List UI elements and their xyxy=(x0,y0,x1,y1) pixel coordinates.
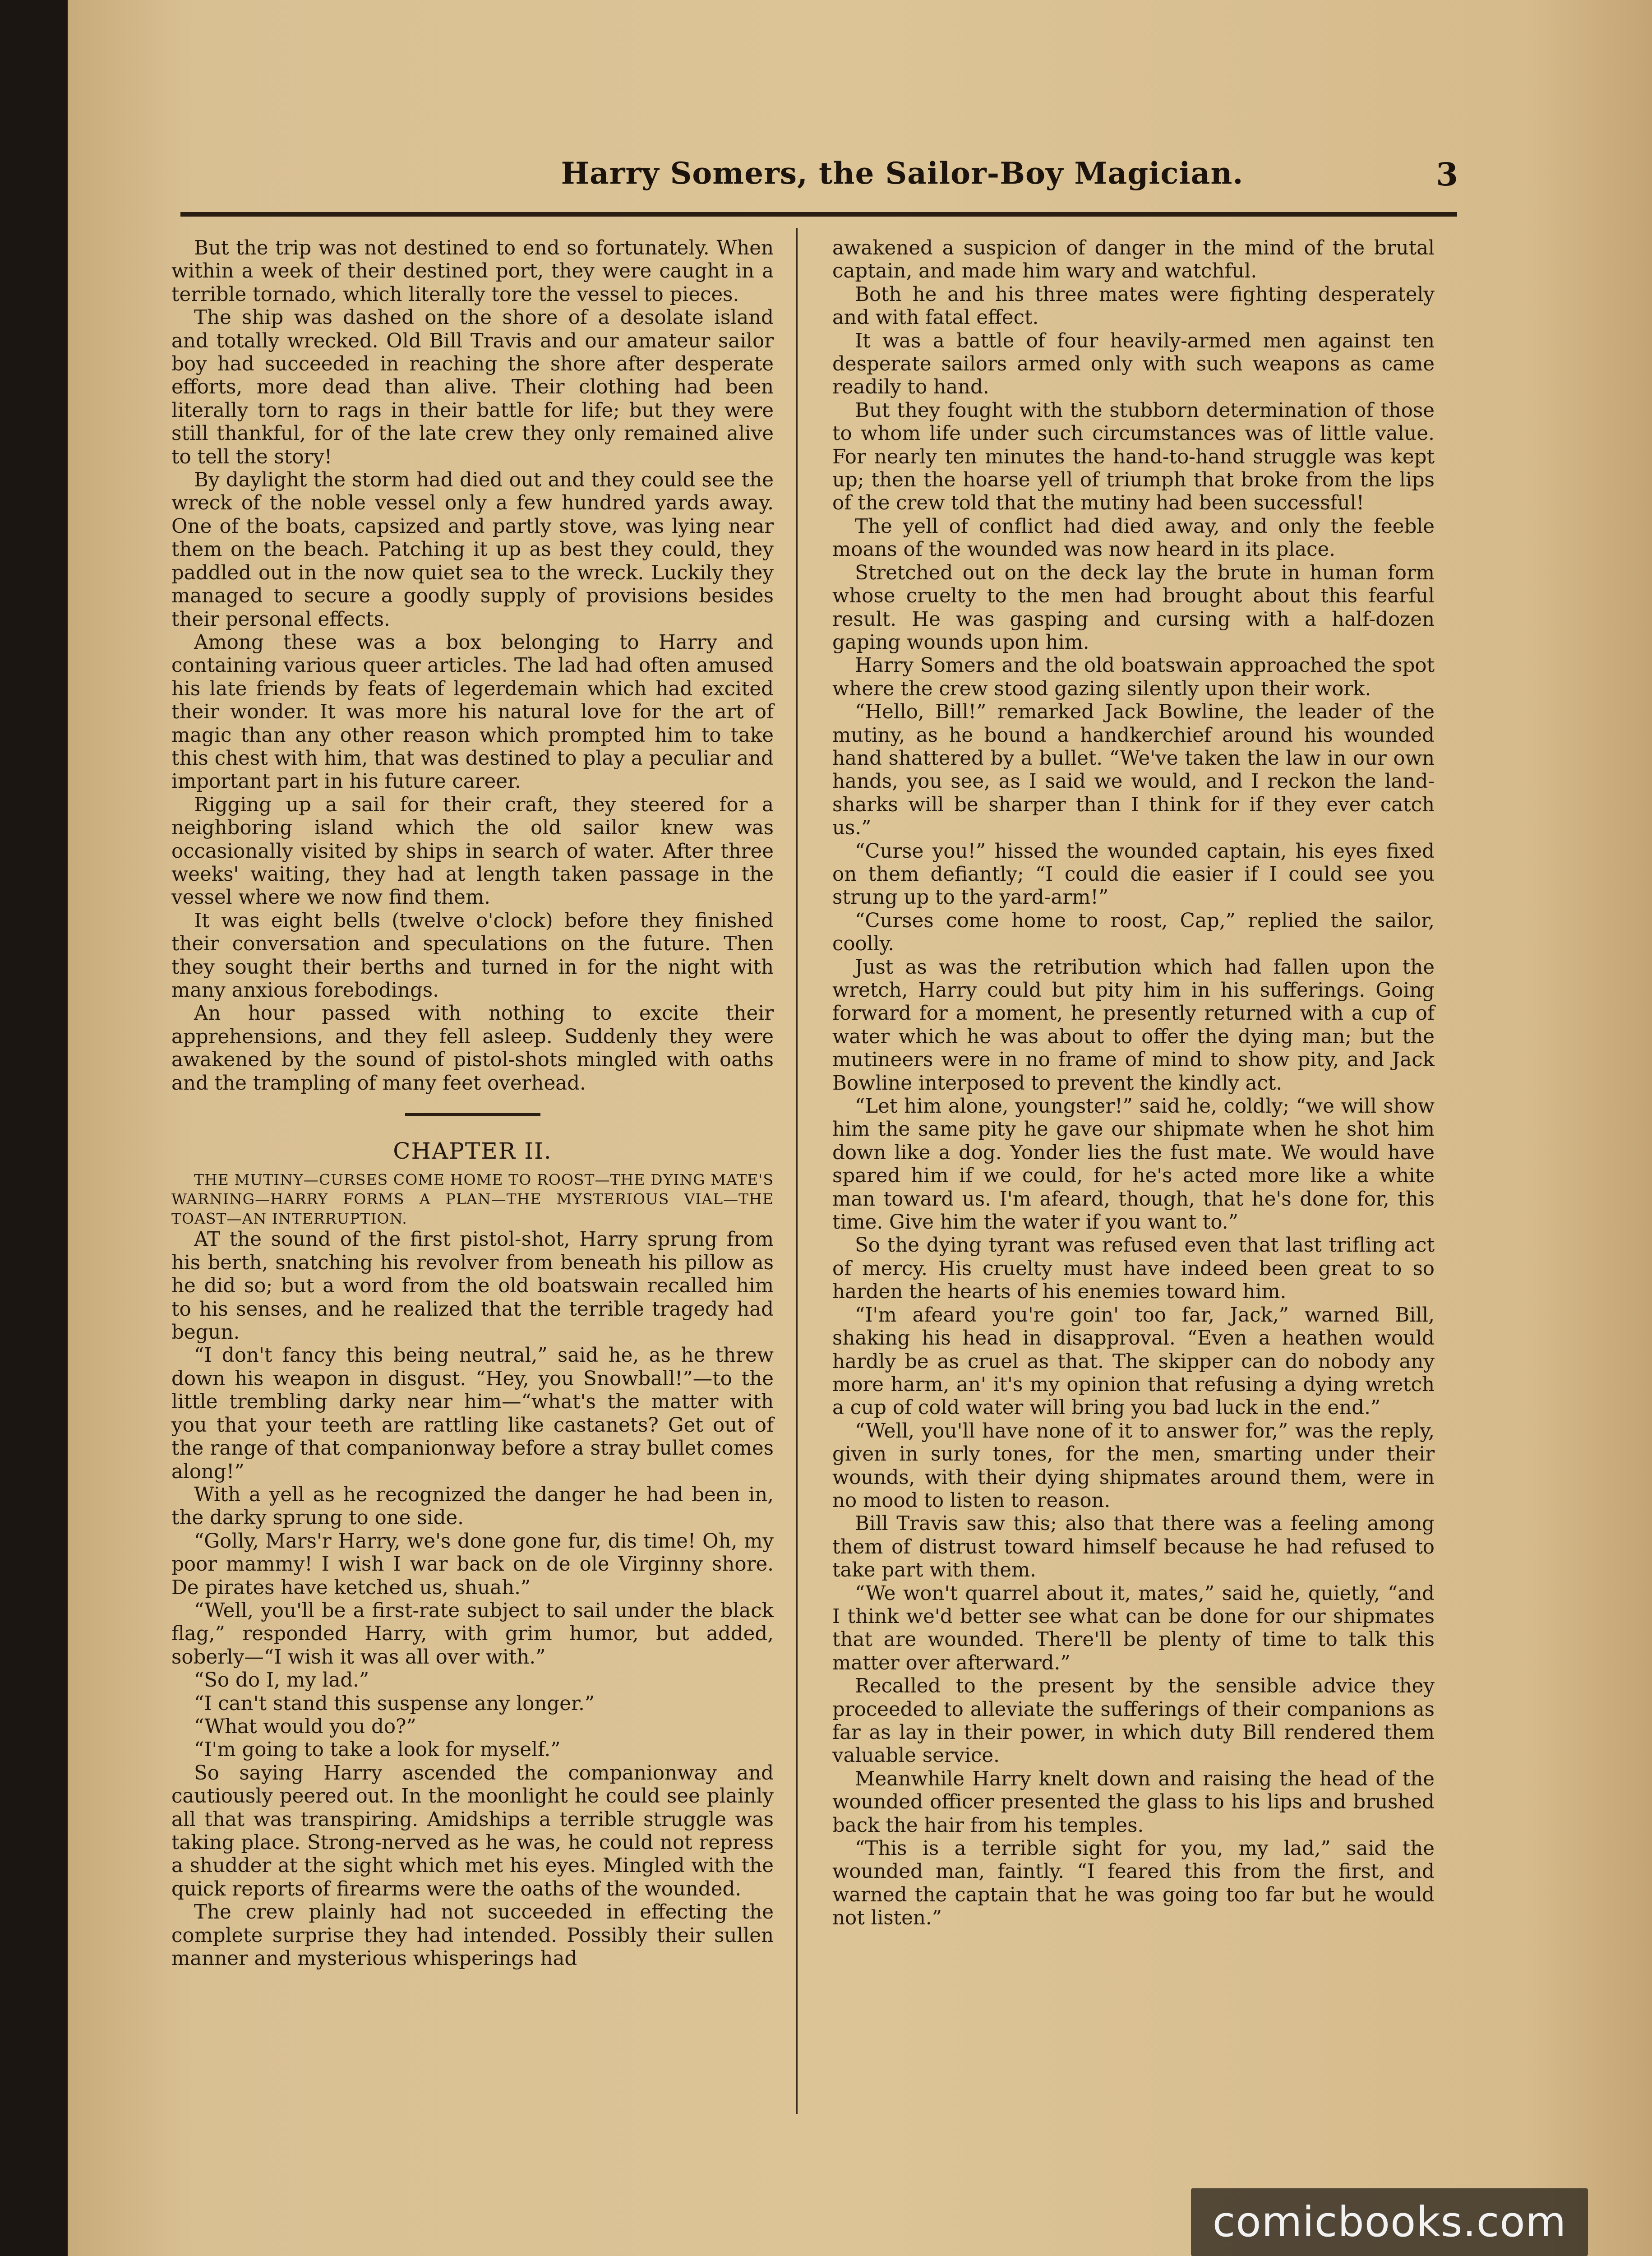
paragraph: Harry Somers and the old boatswain approached the spot where the crew stood gazing silently upon their work. xyxy=(832,654,1435,700)
paragraph: “I'm going to take a look for myself.” xyxy=(194,1738,561,1761)
paragraph: “Curses come home to roost, Cap,” replied the sailor, coolly. xyxy=(832,909,1435,956)
paragraph: awakened a suspicion of danger in the mind of the brutal captain, and made him wary and watchful. xyxy=(832,237,1435,283)
section-rule xyxy=(405,1113,540,1116)
running-title: Harry Somers, the Sailor-Boy Magician. xyxy=(561,156,1244,191)
paragraph: “This is a terrible sight for you, my lad,” said the wounded man, faintly. “I feared this from the first, and warned the captain that he was going too far but he would not listen.” xyxy=(832,1837,1435,1930)
paragraph: “We won't quarrel about it, mates,” said he, quietly, “and I think we'd better see what can be done for our shipmates that are wounded. There'll be plenty of time to talk this matter over afterward.” xyxy=(832,1582,1435,1674)
paragraph: But they fought with the stubborn determination of those to whom life under such circumstances was of little value. For nearly ten minutes the hand-to-hand struggle was kept up; then the hoarse yell of triumph that broke from the lips of the crew told that the mutiny had been successful! xyxy=(832,399,1435,515)
chapter-synopsis: THE MUTINY—CURSES COME HOME TO ROOST—THE DYING MATE'S WARNING—HARRY FORMS A PLAN—THE MYSTERIOUS VIAL—THE TOAST—AN INTERRUPTION. xyxy=(171,1171,774,1228)
paragraph: “Golly, Mars'r Harry, we's done gone fur, dis time! Oh, my poor mammy! I wish I war back on de ole Virginny shore. De pirates have ketched us, shuah.” xyxy=(171,1530,774,1599)
paragraph: So saying Harry ascended the companionway and cautiously peered out. In the moonlight he could see plainly all that was transpiring. Amidships a terrible struggle was taking place. Strong-nerved as he was, he could not repress a shudder at the sight which met his eyes. Mingled with the quick reports of firearms were the oaths of the wounded. xyxy=(171,1761,774,1900)
paragraph: “I'm afeard you're goin' too far, Jack,” warned Bill, shaking his head in disapproval. “Even a heathen would hardly be as cruel as that. The skipper can do nobody any more harm, an' it's my opinion that refusing a dying wretch a cup of cold water will bring you bad luck in the end.” xyxy=(832,1304,1435,1419)
paragraph: “Well, you'll have none of it to answer for,” was the reply, given in surly tones, for the men, smarting under their wounds, with their dying shipmates around them, were in no mood to listen to reason. xyxy=(832,1419,1435,1512)
paragraph: Among these was a box belonging to Harry and containing various queer articles. The lad had often amused his late friends by feats of legerdemain which had excited their wonder. It was more his natural love for the art of magic than any other reason which prompted him to take this chest with him, that was destined to play a peculiar and important part in his future career. xyxy=(171,631,774,793)
paragraph: Stretched out on the deck lay the brute in human form whose cruelty to the men had brought about this fearful result. He was gasping and cursing with a half-dozen gaping wounds upon him. xyxy=(832,561,1435,654)
paragraph: Bill Travis saw this; also that there was a feeling among them of distrust toward himself because he had refused to take part with them. xyxy=(832,1512,1435,1582)
paragraph: Both he and his three mates were fighting desperately and with fatal effect. xyxy=(832,283,1435,329)
paragraph: The crew plainly had not succeeded in effecting the complete surprise they had intended. Possibly their sullen manner and mysterious whisperings had xyxy=(171,1901,774,1970)
paragraph: AT the sound of the first pistol-shot, Harry sprung from his berth, snatching his revolver from beneath his pillow as he did so; but a word from the old boatswain recalled him to his senses, and he realized that the terrible tragedy had begun. xyxy=(171,1228,774,1344)
paragraph: “I can't stand this suspense any longer.” xyxy=(194,1692,595,1715)
paragraph: “Hello, Bill!” remarked Jack Bowline, the leader of the mutiny, as he bound a handkerchief around his wounded hand shattered by a bullet. “We've taken the law in our own hands, you see, as I said we would, and I reckon the land-sharks will be sharper than I think for if they ever catch us.” xyxy=(832,701,1435,840)
paragraph: So the dying tyrant was refused even that last trifling act of mercy. His cruelty must have indeed been great to so harden the hearts of his enemies toward him. xyxy=(832,1234,1435,1304)
paragraph: Meanwhile Harry knelt down and raising the head of the wounded officer presented the glass to his lips and brushed back the hair from his temples. xyxy=(832,1767,1435,1837)
page-number: 3 xyxy=(1436,156,1458,193)
paragraph: “I don't fancy this being neutral,” said he, as he threw down his weapon in disgust. “Hey, you Snowball!”—to the little trembling darky near him—“what's the matter with you that your teeth are rattling like castanets? Get out of the range of that companionway before a stray bullet comes along!” xyxy=(171,1344,774,1483)
paragraph: “Let him alone, youngster!” said he, coldly; “we will show him the same pity he gave our shipmate when he shot him down like a dog. Yonder lies the fust mate. We would have spared him if we could, for he's acted more like a white man toward us. I'm afeard, though, that he's done for, this time. Give him the water if you want to.” xyxy=(832,1095,1435,1234)
paragraph: By daylight the storm had died out and they could see the wreck of the noble vessel only a few hundred yards away. One of the boats, capsized and partly stove, was lying near them on the beach. Patching it up as best they could, they paddled out in the now quiet sea to the wreck. Luckily they managed to secure a goodly supply of provisions besides their personal effects. xyxy=(171,469,774,631)
paragraph: Just as was the retribution which had fallen upon the wretch, Harry could but pity him in his sufferings. Going forward for a moment, he presently returned with a cup of water which he was about to offer the dying man; but the mutineers were in no frame of mind to show pity, and Jack Bowline interposed to prevent the kindly act. xyxy=(832,956,1435,1095)
paragraph: “So do I, my lad.” xyxy=(194,1669,369,1692)
paragraph: “What would you do?” xyxy=(194,1715,416,1738)
right-column xyxy=(832,237,1435,1930)
paragraph: “Curse you!” hissed the wounded captain, his eyes fixed on them defiantly; “I could die easier if I could see you strung up to the yard-arm!” xyxy=(832,840,1435,909)
paragraph: “Well, you'll be a first-rate subject to sail under the black flag,” responded Harry, with grim humor, but added, soberly—“I wish it was all over with.” xyxy=(171,1599,774,1669)
header-rule xyxy=(180,212,1457,217)
page-header xyxy=(68,156,1652,196)
paragraph: With a yell as he recognized the danger he had been in, the darky sprung to one side. xyxy=(171,1483,774,1530)
paragraph: The ship was dashed on the shore of a desolate island and totally wrecked. Old Bill Travis and our amateur sailor boy had succeeded in reaching the shore after desperate efforts, more dead than alive. Their clothing had been literally torn to rags in their battle for life; but they were still thankful, for of the late crew they only remained alive to tell the story! xyxy=(171,306,774,468)
paragraph: Recalled to the present by the sensible advice they proceeded to alleviate the sufferings of their companions as far as lay in their power, in which duty Bill rendered them valuable service. xyxy=(832,1675,1435,1767)
paragraph: An hour passed with nothing to excite their apprehensions, and they fell asleep. Suddenly they were awakened by the sound of pistol-shots mingled with oaths and the trampling of many feet overhead. xyxy=(171,1002,774,1095)
paragraph: It was eight bells (twelve o'clock) before they finished their conversation and speculations on the future. Then they sought their berths and turned in for the night with many anxious forebodings. xyxy=(171,909,774,1002)
paragraph: Rigging up a sail for their craft, they steered for a neighboring island which the old sailor knew was occasionally visited by ships in search of water. After three weeks' waiting, they had at length taken passage in the vessel where we now find them. xyxy=(171,793,774,909)
paragraph: But the trip was not destined to end so fortunately. When within a week of their destined port, they were caught in a terrible tornado, which literally tore the vessel to pieces. xyxy=(171,237,774,306)
column-divider xyxy=(796,228,798,2114)
chapter-title: CHAPTER II. xyxy=(393,1138,552,1165)
left-column xyxy=(171,237,774,1970)
paragraph: It was a battle of four heavily-armed men against ten desperate sailors armed only with such weapons as came readily to hand. xyxy=(832,329,1435,399)
watermark: comicbooks.com xyxy=(1191,2188,1588,2256)
newspaper-page xyxy=(68,0,1652,2256)
paragraph: The yell of conflict had died away, and only the feeble moans of the wounded was now heard in its place. xyxy=(832,515,1435,561)
